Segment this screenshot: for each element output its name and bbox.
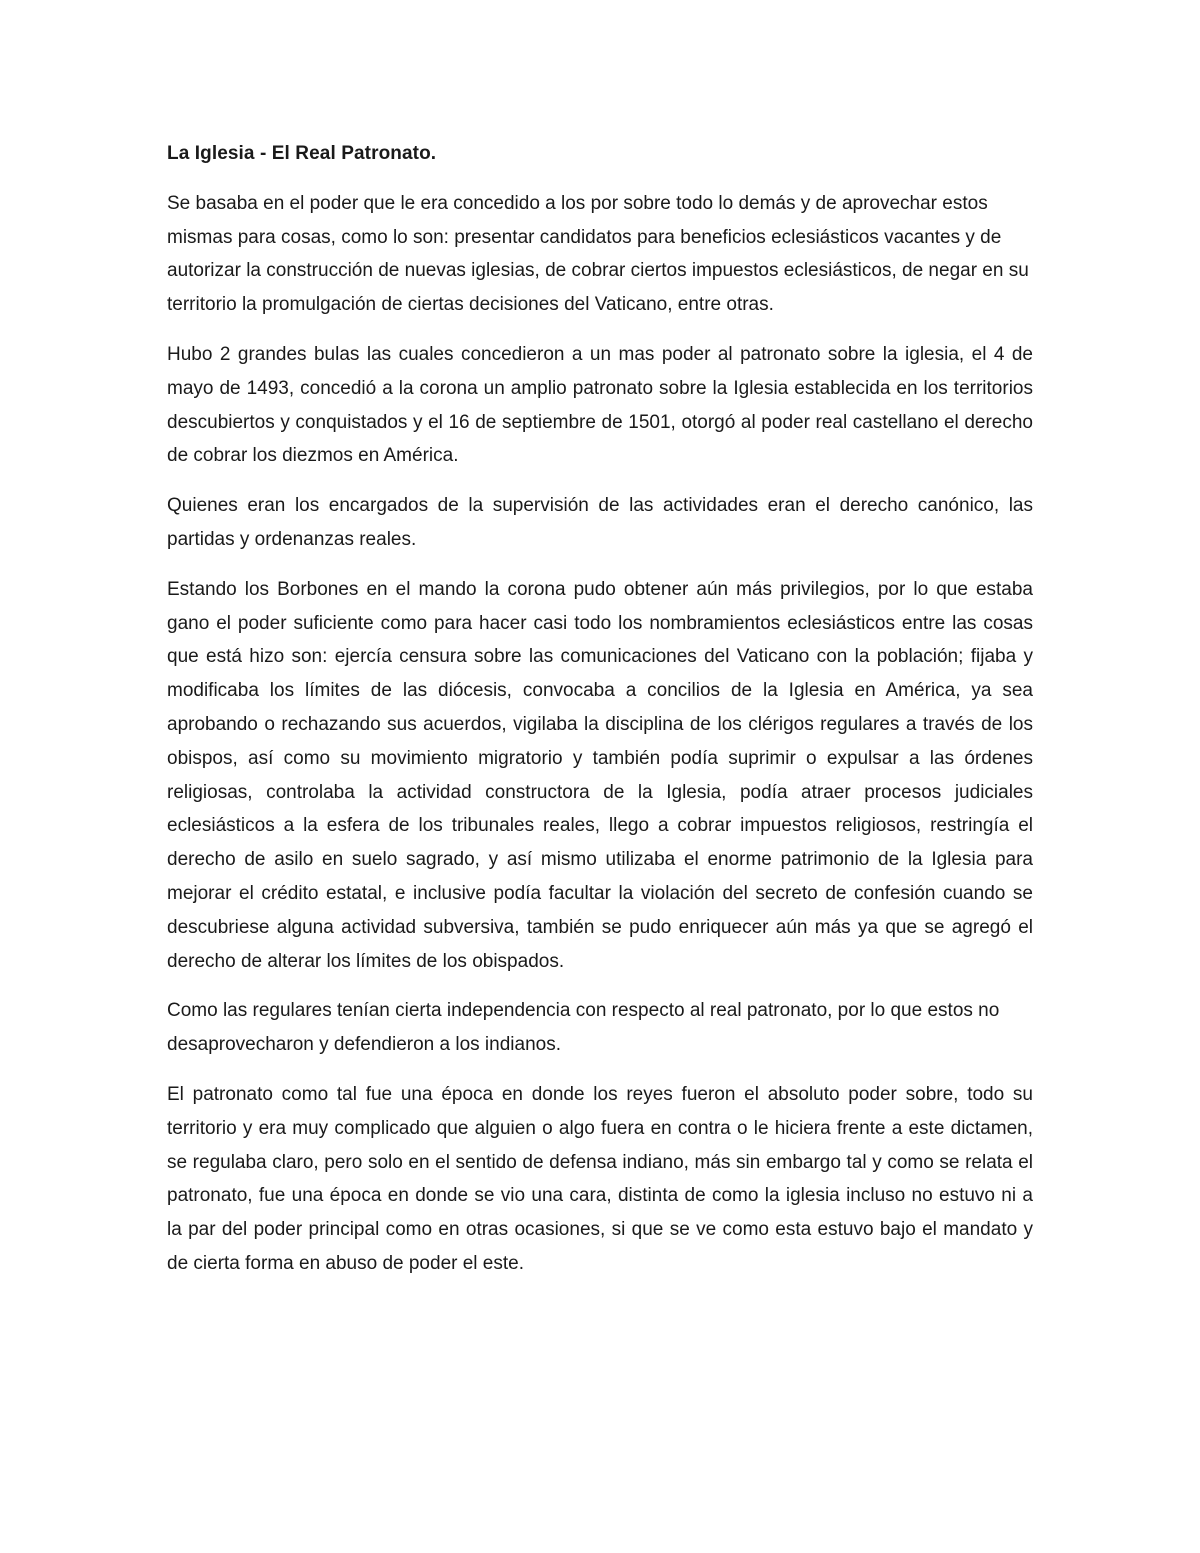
paragraph-2: Hubo 2 grandes bulas las cuales concedieron a un mas poder al patronato sobre la iglesia, el 4 de mayo de 1493, concedió a la corona un amplio patronato sobre la Iglesia establecida en los territorios descubiertos y conquistados y el 16 de septiembre de 1501, otorgó al poder real castellano el derecho de cobrar los diezmos en América. — [167, 343, 1033, 467]
paragraph-5: Como las regulares tenían cierta independencia con respecto al real patronato, por lo que estos no desaprovecharon y defendieron a los indianos. — [167, 1000, 1000, 1056]
document-title: La Iglesia - El Real Patronato. — [167, 143, 437, 164]
paragraph-6: El patronato como tal fue una época en donde los reyes fueron el absoluto poder sobre, todo su territorio y era muy complicado que alguien o algo fuera en contra o le hiciera frente a este dictamen, se regulaba claro, pero solo en el sentido de defensa indiano, más sin embargo tal y como se relata el patronato, fue una época en donde se vio una cara, distinta de como la iglesia incluso no estuvo ni a la par del poder principal como en otras ocasiones, si que se ve como esta estuvo bajo el mandato y de cierta forma en abuso de poder el este. — [167, 1083, 1033, 1274]
paragraph-1: Se basaba en el poder que le era concedido a los por sobre todo lo demás y de aprovechar estos mismas para cosas, como lo son: presentar candidatos para beneficios eclesiásticos vacantes y de autorizar la construcción de nuevas iglesias, de cobrar ciertos impuestos eclesiásticos, de negar en su territorio la promulgación de ciertas decisiones del Vaticano, entre otras. — [167, 192, 1029, 316]
paragraph-3: Quienes eran los encargados de la supervisión de las actividades eran el derecho canónico, las partidas y ordenanzas reales. — [167, 495, 1033, 550]
paragraph-4: Estando los Borbones en el mando la corona pudo obtener aún más privilegios, por lo que estaba gano el poder suficiente como para hacer casi todo los nombramientos eclesiásticos entre las cosas que está hizo son: ejercía censura sobre las comunicaciones del Vaticano con la población; fijaba y modificaba los límites de las diócesis, convocaba a concilios de la Iglesia en América, ya sea aprobando o rechazando sus acuerdos, vigilaba la disciplina de los clérigos regulares a través de los obispos, así como su movimiento migratorio y también podía suprimir o expulsar a las órdenes religiosas, controlaba la actividad constructora de la Iglesia, podía atraer procesos judiciales eclesiásticos a la esfera de los tribunales reales, llego a cobrar impuestos religiosos, restringía el derecho de asilo en suelo sagrado, y así mismo utilizaba el enorme patrimonio de la Iglesia para mejorar el crédito estatal, e inclusive podía facultar la violación del secreto de confesión cuando se descubriese alguna actividad subversiva, también se pudo enriquecer aún más ya que se agregó el derecho de alterar los límites de los obispados. — [167, 578, 1033, 972]
document-body — [167, 137, 1033, 1297]
